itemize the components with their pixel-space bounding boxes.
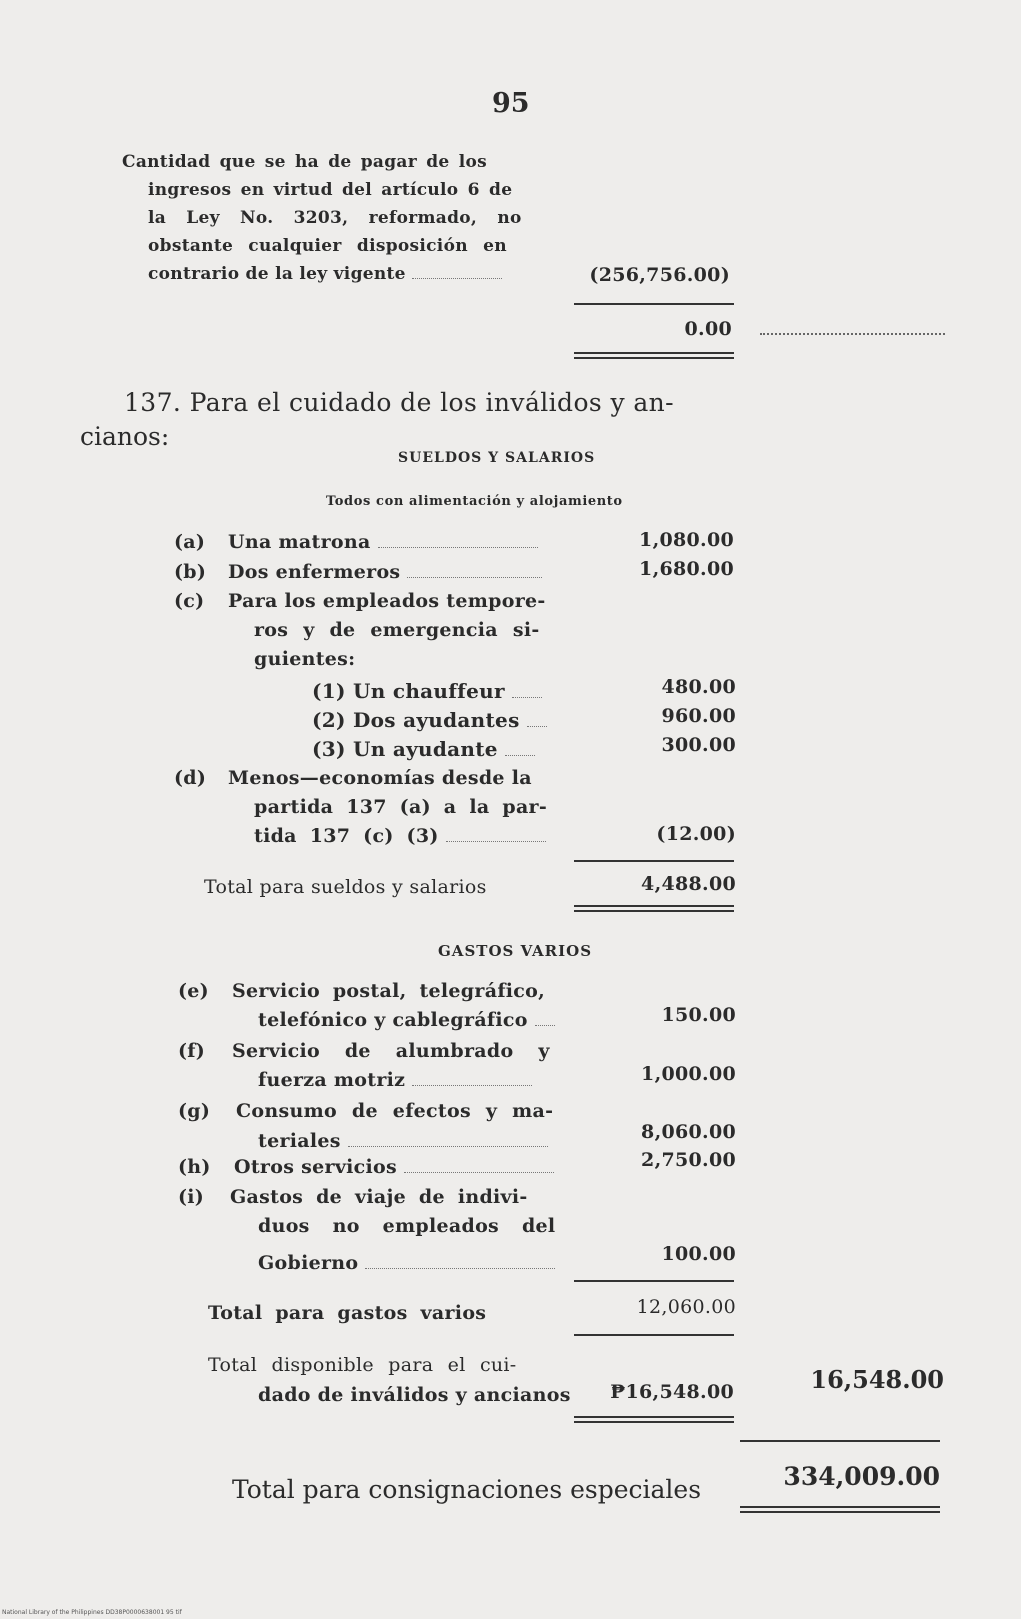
misc-h (234, 1156, 579, 1178)
intro-net: 0.00 (684, 318, 732, 340)
dot-leader (407, 566, 542, 578)
item-c2-amount: 960.00 (661, 705, 736, 727)
misc-i-line-3 (258, 1252, 578, 1274)
item-d-line-2: partida 137 (a) a la par- (254, 796, 548, 818)
misc-i-label: (i) (178, 1186, 205, 1208)
salaries-title: SUELDOS Y SALARIOS (398, 450, 596, 466)
item-c-line-3: guientes: (254, 648, 356, 670)
double-rule (574, 905, 734, 912)
dot-leader (348, 1135, 548, 1147)
item-a-label: (a) (174, 531, 206, 553)
rule (740, 1440, 940, 1442)
intro-amount: (256,756.00) (589, 264, 730, 286)
item-c1 (312, 679, 574, 703)
intro-line-2: ingresos en virtud del artículo 6 de (148, 180, 513, 200)
section-heading-line-2: cianos: (80, 422, 170, 451)
misc-g-line-1: Consumo de efectos y ma- (236, 1100, 554, 1122)
item-a-text: Una matrona (228, 531, 371, 553)
misc-i-line-2: duos no empleados del (258, 1215, 556, 1237)
misc-f-amount: 1,000.00 (641, 1063, 736, 1085)
misc-e-line-1: Servicio postal, telegráfico, (232, 980, 546, 1002)
rule (574, 1334, 734, 1336)
intro-line-1: Cantidad que se ha de pagar de los (122, 152, 487, 172)
intro-line-4: obstante cualquier disposición en (148, 236, 507, 256)
dot-leader (446, 830, 546, 842)
double-rule (574, 352, 734, 359)
misc-e-amount: 150.00 (661, 1004, 736, 1026)
grand-total-label: Total para consignaciones especiales (232, 1475, 702, 1504)
item-b (228, 561, 573, 583)
misc-g-line-2 (258, 1130, 578, 1152)
grand-total: 334,009.00 (783, 1462, 940, 1491)
misc-h-label: (h) (178, 1156, 211, 1178)
salaries-note: Todos con alimentación y alojamiento (326, 494, 623, 509)
item-d-line-3-text: tida 137 (c) (3) (254, 825, 439, 847)
item-c-label: (c) (174, 590, 205, 612)
misc-f-line-2-text: fuerza motriz (258, 1069, 406, 1091)
item-b-label: (b) (174, 561, 207, 583)
misc-f-line-1: Servicio de alumbrado y (232, 1040, 550, 1062)
dot-leader (404, 1161, 554, 1173)
rule (574, 860, 734, 862)
item-c3-text: (3) Un ayudante (312, 737, 498, 761)
misc-title: GASTOS VARIOS (438, 942, 593, 960)
misc-h-text: Otros servicios (234, 1156, 398, 1178)
item-c3-amount: 300.00 (661, 734, 736, 756)
dot-leader (512, 686, 542, 698)
available-line-2: dado de inválidos y ancianos (258, 1384, 571, 1406)
intro-line-5-text: contrario de la ley vigente (148, 264, 406, 284)
item-a-amount: 1,080.00 (639, 529, 734, 551)
section-heading-line-1: 137. Para el cuidado de los inválidos y an- (124, 388, 674, 417)
item-c2 (312, 708, 574, 732)
misc-g-label: (g) (178, 1100, 211, 1122)
item-c2-text: (2) Dos ayudantes (312, 708, 520, 732)
misc-f-line-2 (258, 1069, 578, 1091)
rule (574, 1280, 734, 1282)
item-c1-amount: 480.00 (661, 676, 736, 698)
dot-leader (365, 1257, 555, 1269)
misc-g-amount: 8,060.00 (641, 1121, 736, 1143)
item-d-line-1: Menos—economías desde la (228, 767, 532, 789)
dot-leader (760, 333, 945, 335)
misc-h-amount: 2,750.00 (641, 1149, 736, 1171)
available-amount: ₱16,548.00 (610, 1381, 734, 1403)
available-outer-amount: 16,548.00 (810, 1365, 944, 1394)
item-a (228, 531, 573, 553)
item-c3 (312, 737, 574, 761)
item-d-amount: (12.00) (656, 823, 736, 845)
misc-e-line-2-text: telefónico y cablegráfico (258, 1009, 528, 1031)
misc-i-line-3-text: Gobierno (258, 1252, 359, 1274)
salaries-total: 4,488.00 (641, 873, 736, 895)
double-rule (740, 1506, 940, 1513)
salaries-total-label: Total para sueldos y salarios (204, 876, 487, 898)
misc-total: 12,060.00 (636, 1296, 736, 1318)
misc-f-label: (f) (178, 1040, 206, 1062)
item-c1-text: (1) Un chauffeur (312, 679, 505, 703)
dot-leader (535, 1014, 555, 1026)
item-d-line-3 (254, 825, 574, 847)
dot-leader (412, 268, 502, 279)
item-b-text: Dos enfermeros (228, 561, 401, 583)
misc-e-label: (e) (178, 980, 209, 1002)
misc-e-line-2 (258, 1009, 578, 1031)
item-c-line-2: ros y de emergencia si- (254, 619, 540, 641)
misc-g-line-2-text: teriales (258, 1130, 341, 1152)
page-number: 95 (492, 88, 530, 119)
misc-total-label: Total para gastos varios (208, 1302, 487, 1324)
scan-footer: National Library of the Philippines DD38P0000638001 95 tif (2, 1609, 182, 1616)
rule (574, 303, 734, 305)
dot-leader (505, 744, 535, 756)
available-line-1: Total disponible para el cui- (208, 1354, 517, 1376)
double-rule (574, 1416, 734, 1423)
dot-leader (412, 1074, 532, 1086)
misc-i-line-1: Gastos de viaje de indivi- (230, 1186, 528, 1208)
intro-line-3: la Ley No. 3203, reformado, no (148, 208, 522, 228)
item-d-label: (d) (174, 767, 207, 789)
intro-line-5 (148, 264, 566, 284)
item-c-line-1: Para los empleados tempore- (228, 590, 546, 612)
dot-leader (378, 536, 538, 548)
dot-leader (527, 715, 547, 727)
item-b-amount: 1,680.00 (639, 558, 734, 580)
misc-i-amount: 100.00 (661, 1243, 736, 1265)
